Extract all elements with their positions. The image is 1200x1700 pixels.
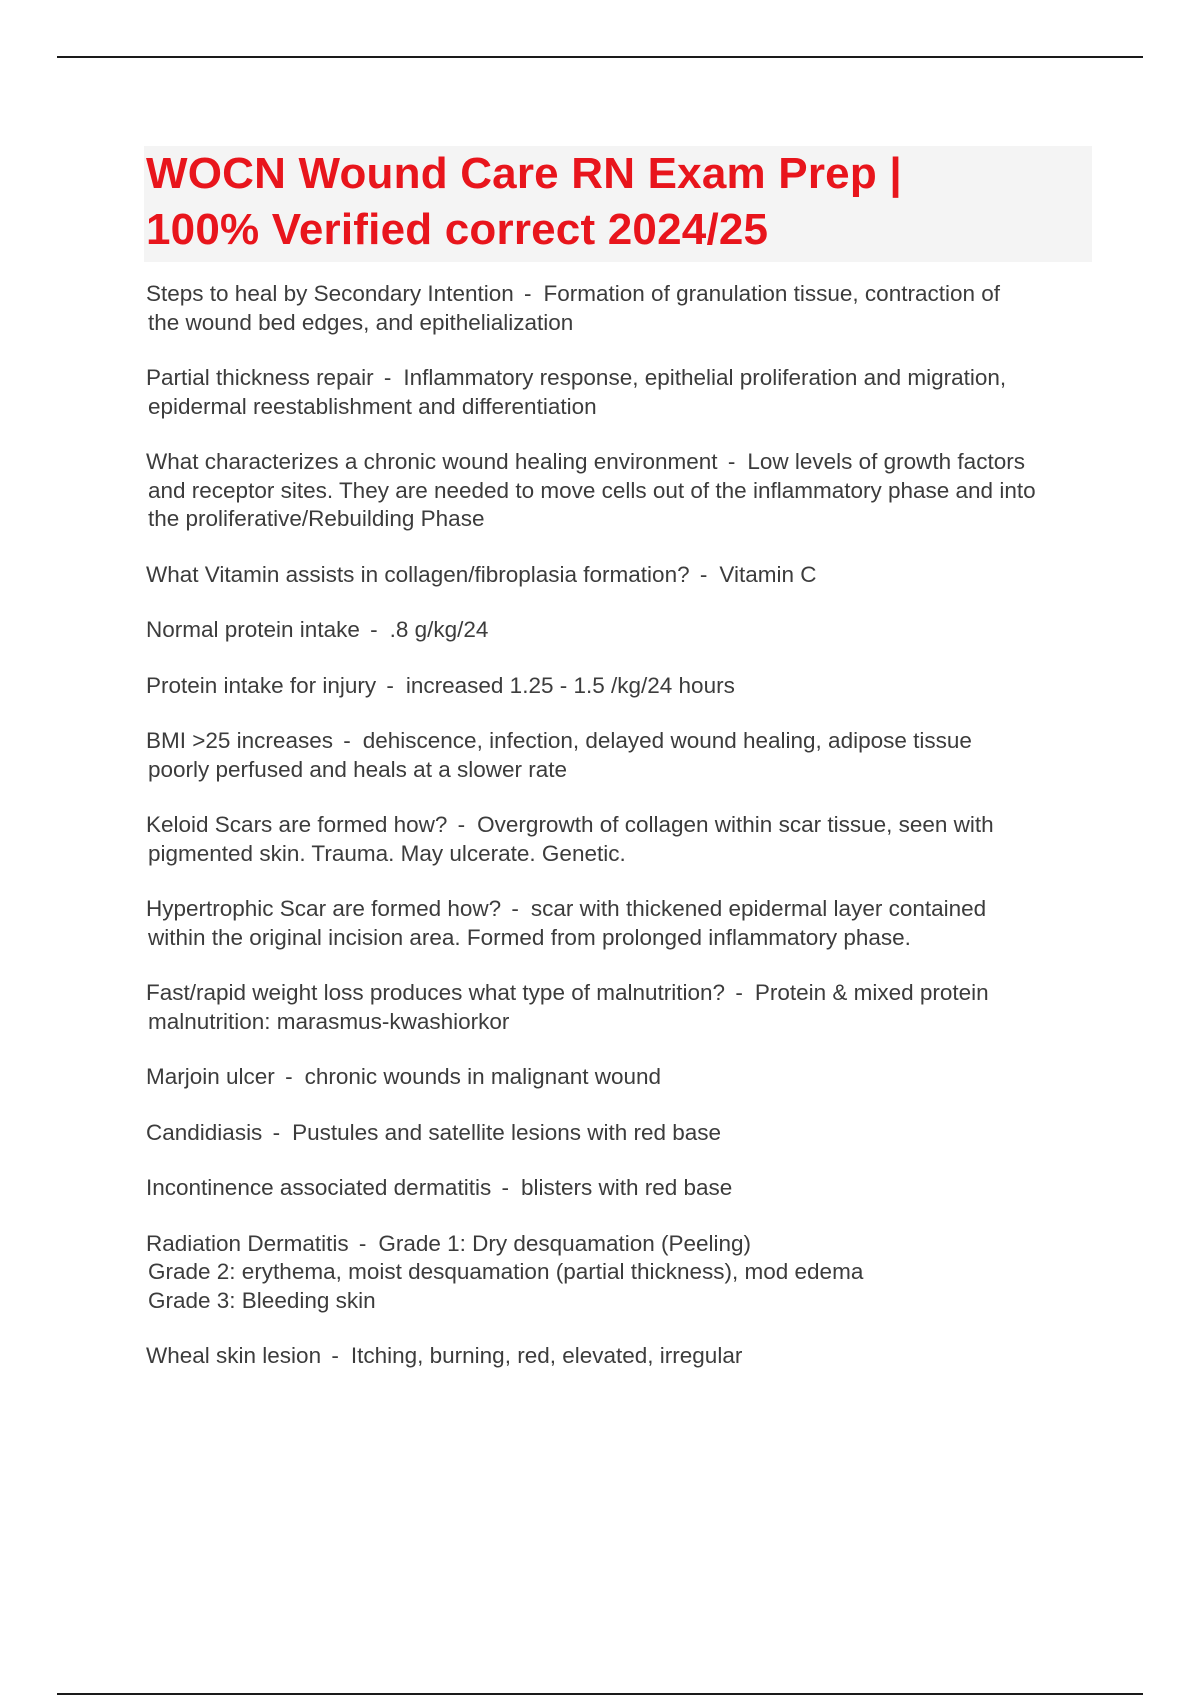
entry-separator: - xyxy=(370,617,378,642)
entry-separator: - xyxy=(383,365,392,390)
entry-definition: Overgrowth of collagen within scar tissue, seen with xyxy=(477,812,994,837)
list-item xyxy=(146,895,1096,952)
entry-separator: - xyxy=(343,728,351,753)
entry-separator: - xyxy=(501,1175,509,1200)
entry-first-line xyxy=(146,1063,1096,1092)
entry-continuation-line: the wound bed edges, and epithelialization xyxy=(148,309,574,335)
entry-definition: Pustules and satellite lesions with red base xyxy=(292,1119,722,1145)
entry-term: Marjoin ulcer xyxy=(146,1064,275,1089)
entry-definition: chronic wounds in malignant wound xyxy=(304,1064,662,1089)
list-item xyxy=(146,672,1096,701)
entry-definition: Formation of granulation tissue, contraction of xyxy=(543,281,1001,306)
entry-term: Hypertrophic Scar are formed how? xyxy=(146,896,502,921)
list-item xyxy=(146,1342,1096,1371)
entry-separator: - xyxy=(285,1064,293,1089)
list-item xyxy=(146,727,1096,784)
entry-separator: - xyxy=(735,980,743,1005)
entry-definition: .8 g/kg/24 xyxy=(389,617,489,642)
entry-definition: increased 1.25 - 1.5 /kg/24 hours xyxy=(405,672,735,698)
entry-definition: Protein & mixed protein xyxy=(754,980,989,1005)
entry-first-line xyxy=(146,811,1096,840)
entry-first-line xyxy=(146,1119,1096,1148)
entry-definition: Inflammatory response, epithelial proliferation and migration, xyxy=(403,365,1007,390)
entry-term: Candidiasis xyxy=(146,1119,263,1145)
list-item xyxy=(146,1063,1096,1092)
entry-definition: dehiscence, infection, delayed wound healing, adipose tissue xyxy=(362,728,972,753)
list-item xyxy=(146,280,1096,337)
bottom-rule xyxy=(57,1693,1143,1695)
entry-continuation-line: the proliferative/Rebuilding Phase xyxy=(148,506,485,531)
entry-separator: - xyxy=(457,812,466,837)
entry-term: Normal protein intake xyxy=(146,617,360,642)
list-item xyxy=(146,1174,1096,1203)
entry-term: Radiation Dermatitis xyxy=(146,1230,349,1256)
entry-list xyxy=(146,280,1096,1398)
entry-continuation-line: Grade 2: erythema, moist desquamation (partial thickness), mod edema xyxy=(148,1259,864,1284)
entry-continuation-line: epidermal reestablishment and differentiation xyxy=(148,393,597,419)
title-line-1: WOCN Wound Care RN Exam Prep | xyxy=(146,149,902,198)
entry-definition: Itching, burning, red, elevated, irregular xyxy=(350,1343,743,1368)
document-title xyxy=(144,146,1092,262)
entry-term: Fast/rapid weight loss produces what type of malnutrition? xyxy=(146,980,726,1005)
entry-first-line xyxy=(146,448,1096,477)
top-rule xyxy=(57,56,1143,58)
entry-first-line xyxy=(146,979,1096,1008)
entry-separator: - xyxy=(727,449,736,474)
entry-first-line xyxy=(146,616,1096,645)
entry-first-line xyxy=(146,1174,1096,1203)
entry-first-line xyxy=(146,672,1096,701)
entry-first-line xyxy=(146,1230,1096,1259)
entry-separator: - xyxy=(331,1343,339,1368)
list-item xyxy=(146,561,1096,590)
entry-continuation-line: poorly perfused and heals at a slower rate xyxy=(148,756,567,782)
entry-continuation-line: within the original incision area. Formed from prolonged inflammatory phase. xyxy=(148,924,911,950)
entry-separator: - xyxy=(386,672,394,698)
entry-definition: Grade 1: Dry desquamation (Peeling) xyxy=(378,1230,752,1256)
list-item xyxy=(146,979,1096,1036)
entry-definition: Vitamin C xyxy=(719,561,817,587)
entry-definition: scar with thickened epidermal layer contained xyxy=(530,896,987,921)
list-item xyxy=(146,1119,1096,1148)
list-item xyxy=(146,364,1096,421)
entry-term: BMI >25 increases xyxy=(146,728,333,753)
entry-definition: Low levels of growth factors xyxy=(747,449,1025,474)
entry-term: Partial thickness repair xyxy=(146,365,374,390)
entry-term: Protein intake for injury xyxy=(146,672,377,698)
entry-separator: - xyxy=(358,1230,367,1256)
entry-separator: - xyxy=(699,561,708,587)
entry-separator: - xyxy=(511,896,519,921)
entry-continuation-line: Grade 3: Bleeding skin xyxy=(148,1287,376,1313)
list-item xyxy=(146,616,1096,645)
title-line-2: 100% Verified correct 2024/25 xyxy=(146,205,769,254)
entry-term: Incontinence associated dermatitis xyxy=(146,1175,492,1200)
entry-term: Wheal skin lesion xyxy=(146,1343,322,1368)
entry-separator: - xyxy=(272,1119,281,1145)
entry-continuation-line: malnutrition: marasmus-kwashiorkor xyxy=(148,1008,510,1034)
entry-term: What characterizes a chronic wound healing environment xyxy=(146,449,718,474)
entry-first-line xyxy=(146,364,1096,393)
list-item xyxy=(146,448,1096,534)
entry-term: Steps to heal by Secondary Intention xyxy=(146,281,514,306)
entry-separator: - xyxy=(524,281,532,306)
entry-continuation-line: and receptor sites. They are needed to move cells out of the inflammatory phase and into xyxy=(148,477,1036,503)
entry-first-line xyxy=(146,1342,1096,1371)
entry-term: What Vitamin assists in collagen/fibroplasia formation? xyxy=(146,561,690,587)
entry-first-line xyxy=(146,280,1096,309)
entry-first-line xyxy=(146,561,1096,590)
entry-definition: blisters with red base xyxy=(520,1175,733,1200)
list-item xyxy=(146,811,1096,868)
entry-first-line xyxy=(146,727,1096,756)
entry-term: Keloid Scars are formed how? xyxy=(146,812,448,837)
entry-continuation-line: pigmented skin. Trauma. May ulcerate. Genetic. xyxy=(148,840,626,866)
list-item xyxy=(146,1230,1096,1316)
entry-first-line xyxy=(146,895,1096,924)
